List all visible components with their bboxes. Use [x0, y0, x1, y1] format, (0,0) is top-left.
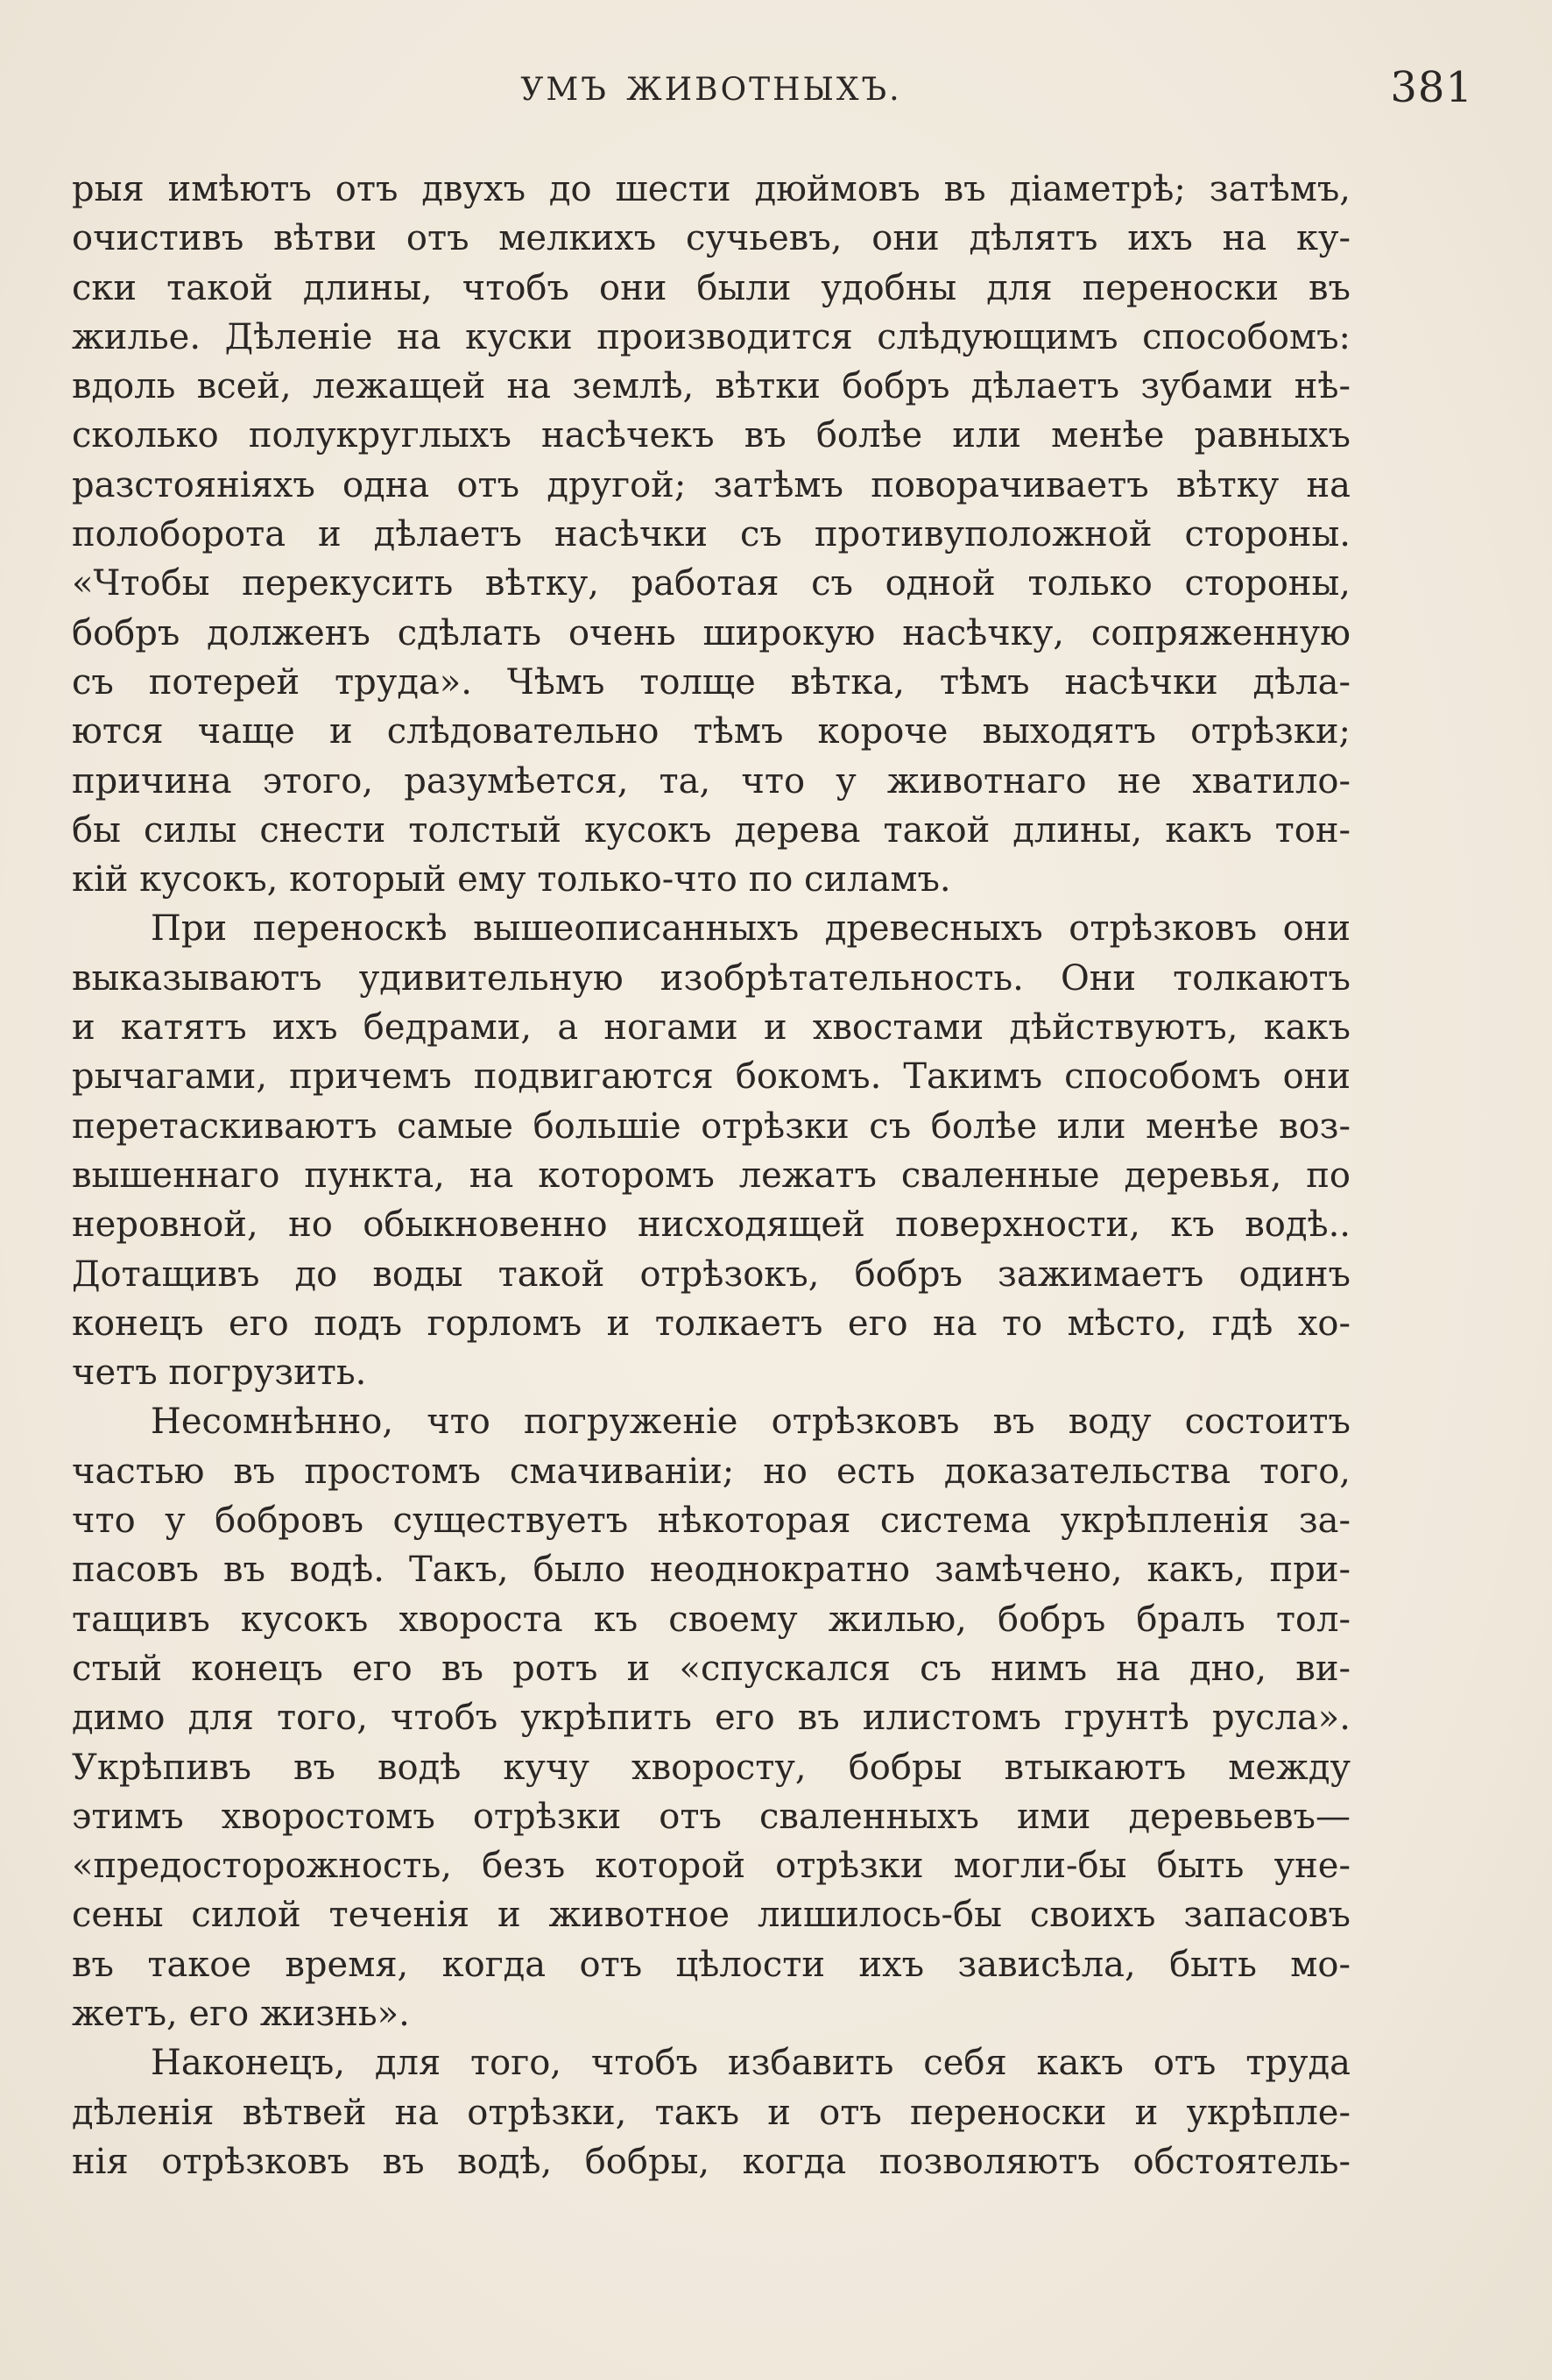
text-line: Несомнѣнно, что погруженіе отрѣзковъ въ воду состоитъ: [151, 1402, 1351, 1443]
text-line: рычагами, причемъ подвигаются бокомъ. Такимъ способомъ они: [72, 1056, 1351, 1098]
text-line: неровной, но обыкновенно нисходящей поверхности, къ водѣ..: [72, 1204, 1351, 1246]
paragraph: [72, 2038, 1351, 2186]
text-line: причина этого, разумѣется, та, что у животнаго не хватило-: [72, 760, 1351, 802]
text-line: сены силой теченія и животное лишилось-бы своихъ запасовъ: [72, 1895, 1351, 1936]
text-line: сколько полукруглыхъ насѣчекъ въ болѣе или менѣе равныхъ: [72, 415, 1351, 456]
page-header: [72, 63, 1473, 124]
text-line: рыя имѣютъ отъ двухъ до шести дюймовъ въ діаметрѣ; затѣмъ,: [72, 169, 1351, 209]
text-line: частью въ простомъ смачиваніи; но есть доказательства того,: [72, 1451, 1351, 1492]
paragraph: [72, 1397, 1351, 2038]
text-line: Укрѣпивъ въ водѣ кучу хворосту, бобры втыкаютъ между: [72, 1747, 1351, 1788]
text-line: стый конецъ его въ ротъ и «спускался съ нимъ на дно, ви-: [72, 1648, 1351, 1689]
text-line: четъ погрузить.: [72, 1352, 367, 1394]
text-line: кій кусокъ, который ему только-что по силамъ.: [72, 859, 951, 900]
running-title: УМЪ ЖИВОТНЫХЪ.: [520, 72, 902, 108]
body-text: [72, 165, 1351, 2186]
text-line: дѣленія вѣтвей на отрѣзки, такъ и отъ переноски и укрѣпле-: [72, 2092, 1351, 2133]
text-line: тащивъ кусокъ хвороста къ своему жилью, бобръ бралъ тол-: [72, 1599, 1351, 1640]
text-line: ски такой длины, чтобъ они были удобны для переноски въ: [72, 267, 1351, 308]
text-line: съ потерей труда». Чѣмъ толще вѣтка, тѣмъ насѣчки дѣла-: [72, 661, 1351, 703]
text-line: димо для того, чтобъ укрѣпить его въ илистомъ грунтѣ русла».: [72, 1698, 1351, 1739]
text-line: пасовъ въ водѣ. Такъ, было неоднократно замѣчено, какъ, при-: [72, 1550, 1351, 1591]
text-line: вдоль всей, лежащей на землѣ, вѣтки бобръ дѣлаетъ зубами нѣ-: [72, 366, 1351, 407]
text-line: ются чаще и слѣдовательно тѣмъ короче выходятъ отрѣзки;: [72, 711, 1351, 752]
text-line: жетъ, его жизнь».: [72, 1993, 410, 2034]
text-line: выказываютъ удивительную изобрѣтательность. Они толкаютъ: [72, 957, 1351, 999]
text-line: «предосторожность, безъ которой отрѣзки могли-бы быть уне-: [72, 1846, 1351, 1887]
text-line: Наконецъ, для того, чтобъ избавить себя какъ отъ труда: [151, 2043, 1351, 2084]
text-line: и катятъ ихъ бедрами, а ногами и хвостами дѣйствуютъ, какъ: [72, 1007, 1351, 1049]
text-line: бобръ долженъ сдѣлать очень широкую насѣчку, сопряженную: [72, 612, 1351, 653]
text-line: перетаскиваютъ самые большіе отрѣзки съ болѣе или менѣе воз-: [72, 1105, 1351, 1147]
text-line: разстояніяхъ одна отъ другой; затѣмъ поворачиваетъ вѣтку на: [72, 464, 1351, 505]
text-line: этимъ хворостомъ отрѣзки отъ сваленныхъ ими деревьевъ—: [72, 1796, 1351, 1837]
text-line: бы силы снести толстый кусокъ дерева такой длины, какъ тон-: [72, 809, 1351, 851]
paragraph: [72, 165, 1351, 904]
text-line: конецъ его подъ горломъ и толкаетъ его на то мѣсто, гдѣ хо-: [72, 1303, 1351, 1344]
text-line: «Чтобы перекусить вѣтку, работая съ одной только стороны,: [72, 563, 1351, 604]
text-line: что у бобровъ существуетъ нѣкоторая система укрѣпленія за-: [72, 1501, 1351, 1542]
text-line: очистивъ вѣтви отъ мелкихъ сучьевъ, они дѣлятъ ихъ на ку-: [72, 218, 1351, 259]
text-line: полоборота и дѣлаетъ насѣчки съ противуположной стороны.: [72, 514, 1351, 555]
text-line: Дотащивъ до воды такой отрѣзокъ, бобръ зажимаетъ одинъ: [72, 1254, 1351, 1295]
text-line: При переноскѣ вышеописанныхъ древесныхъ отрѣзковъ они: [151, 908, 1351, 950]
paragraph: [72, 904, 1351, 1397]
page-number: 381: [1390, 63, 1473, 112]
text-line: въ такое время, когда отъ цѣлости ихъ зависѣла, быть мо-: [72, 1944, 1351, 1985]
text-line: жилье. Дѣленіе на куски производится слѣдующимъ способомъ:: [72, 316, 1351, 357]
text-line: нія отрѣзковъ въ водѣ, бобры, когда позволяютъ обстоятель-: [72, 2141, 1351, 2182]
text-line: вышеннаго пункта, на которомъ лежатъ сваленные деревья, по: [72, 1155, 1351, 1196]
